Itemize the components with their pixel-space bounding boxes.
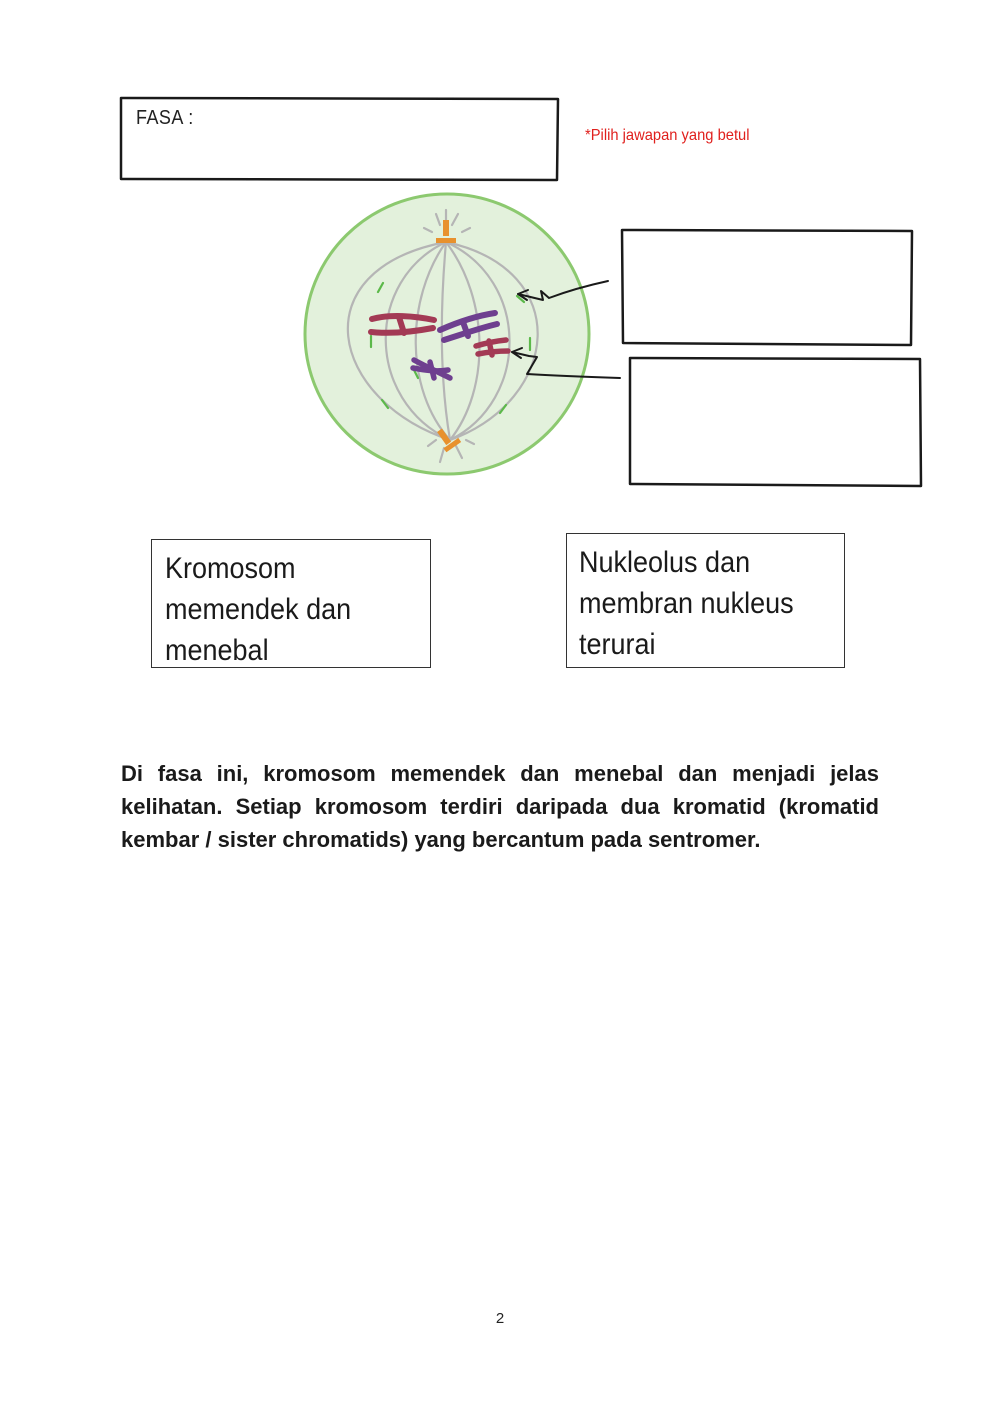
answer-option-chromosome[interactable]: [151, 539, 431, 668]
answer-option-text: Nukleolus dan membran nukleus terurai: [579, 546, 794, 661]
answer-option-nucleolus[interactable]: [566, 533, 845, 668]
label-answer-box-top[interactable]: [622, 230, 912, 345]
cell: [305, 194, 589, 474]
label-answer-box-bottom[interactable]: [630, 358, 921, 486]
answer-option-text: Kromosom memendek dan menebal: [165, 552, 352, 667]
fasa-label: FASA :: [136, 107, 194, 129]
page-number: 2: [495, 1310, 505, 1327]
prophase-cell-diagram: [0, 0, 1000, 520]
prophase-description: Di fasa ini, kromosom memendek dan menebal dan menjadi jelas kelihatan. Setiap kromosom terdiri daripada dua kromatid (kromatid kembar / sister chromatids) yang bercantum pada sentromer.: [121, 761, 879, 852]
instruction-text: *Pilih jawapan yang betul: [585, 127, 750, 144]
